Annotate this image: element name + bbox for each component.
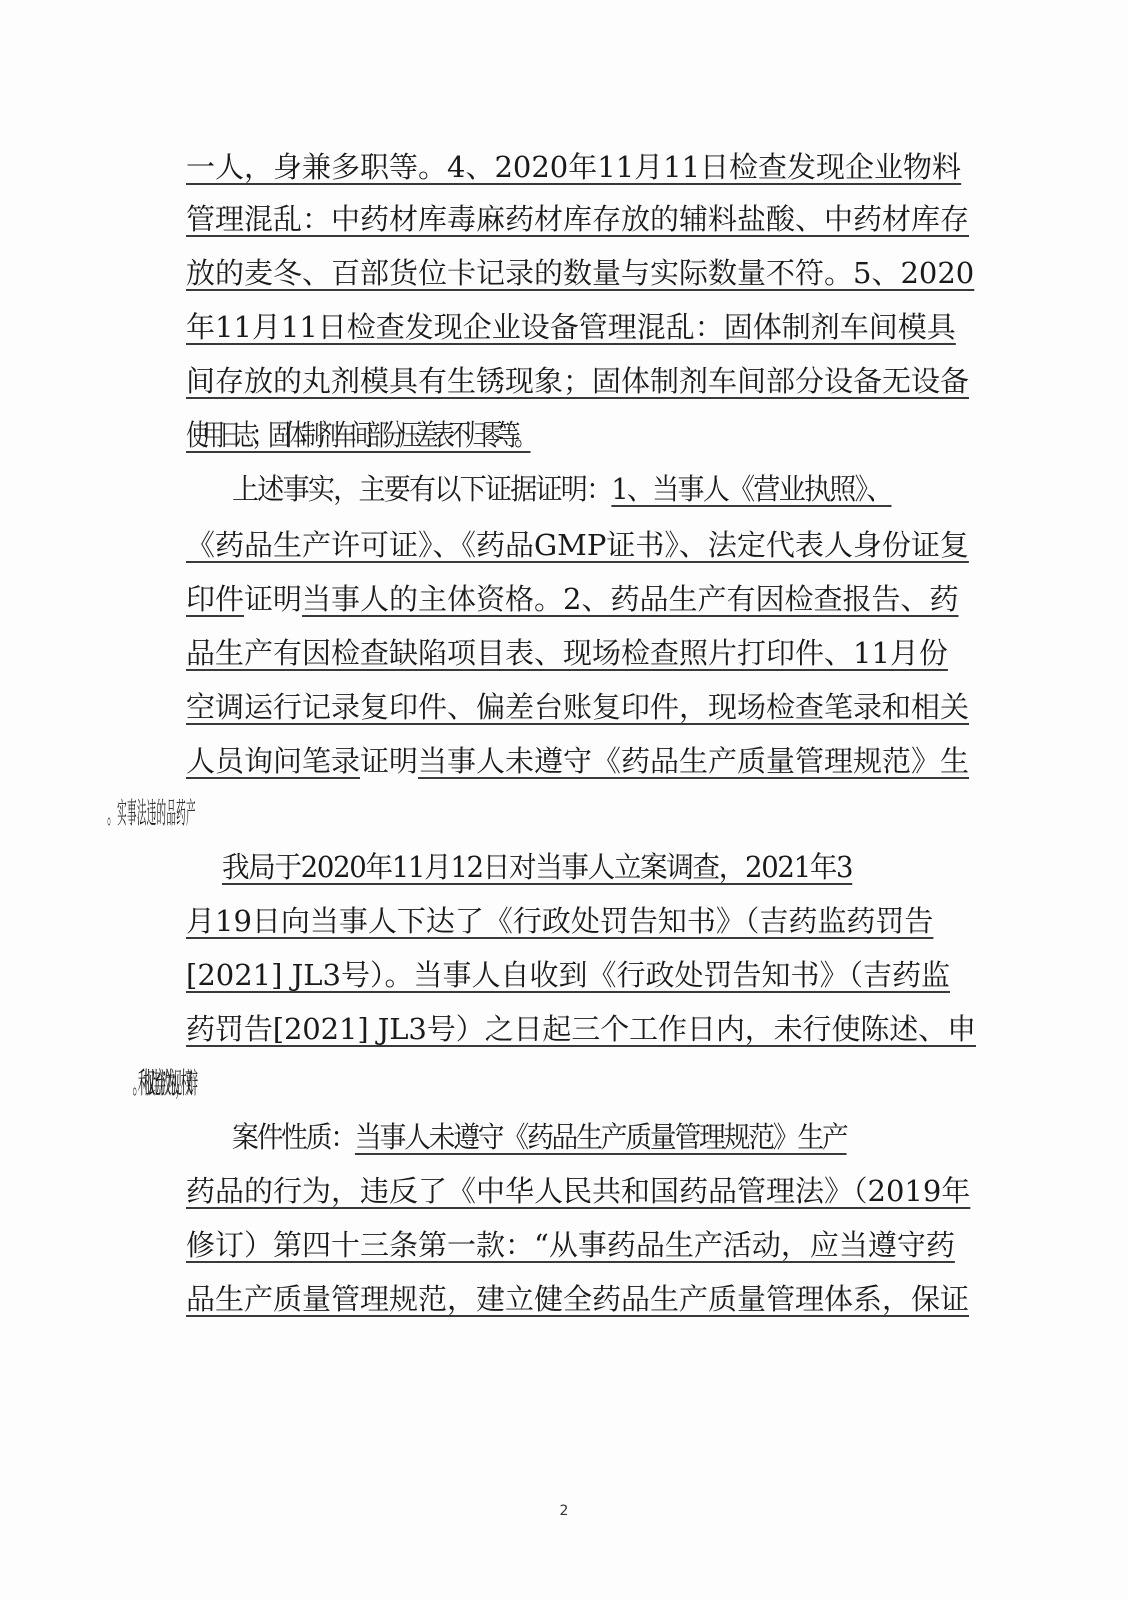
text-line — [186, 680, 976, 734]
text-segment: 案件性质： — [232, 1120, 355, 1154]
text-line — [186, 140, 976, 194]
text-line — [186, 1218, 976, 1272]
underlined-text: 一人，身兼多职等。4、2020年11月11日检查发现企业物料 — [186, 150, 962, 184]
text-line — [186, 518, 976, 572]
text-line — [186, 1002, 976, 1056]
text-line — [186, 1272, 976, 1326]
underlined-text: 管理混乱：中药材库毒麻药材库存放的辅料盐酸、中药材库存 — [186, 202, 970, 236]
text-line — [186, 246, 976, 300]
text-line — [186, 300, 976, 354]
text-segment: 上述事实，主要有以下证据证明： — [232, 472, 612, 506]
underlined-text: 放的麦冬、百部货位卡记录的数量与实际数量不符。5、2020 — [186, 256, 975, 290]
underlined-text: 《药品生产许可证》、《药品GMP证书》、法定代表人身份证复 — [186, 528, 969, 562]
underlined-text: 当事人的主体资格。2、药品生产有因检查报告、药 — [302, 582, 959, 616]
page-number: 2 — [559, 1503, 569, 1519]
text-line — [186, 572, 976, 626]
text-line — [222, 840, 972, 894]
text-line — [186, 626, 976, 680]
underlined-text: 药罚告[2021] JL3号）之日起三个工作日内，未行使陈述、申 — [186, 1012, 976, 1046]
text-segment: 证明 — [244, 582, 303, 616]
underlined-text: 当事人未遵守《药品生产质量管理规范》生 — [418, 744, 970, 778]
underlined-text: 月19日向当事人下达了《行政处罚告知书》（吉药监药罚告 — [186, 904, 934, 938]
text-line — [186, 894, 976, 948]
underlined-text: 品生产有因检查缺陷项目表、现场检查照片打印件、11月份 — [186, 636, 948, 670]
text-line — [232, 1110, 962, 1164]
text-line — [186, 948, 976, 1002]
underlined-text: 使用日志；固体制剂车间部分压差表不归零等。 — [186, 418, 531, 452]
underlined-text: [2021] JL3号）。当事人自收到《行政处罚告知书》（吉药监 — [186, 958, 950, 992]
underlined-text: 品生产质量管理规范，建立健全药品生产质量管理体系，保证 — [186, 1282, 970, 1316]
underlined-text: 印件 — [186, 582, 245, 616]
underlined-text: 修订）第四十三条第一款：“从事药品生产活动，应当遵守药 — [186, 1228, 955, 1262]
underlined-text: 当事人未遵守《药品生产质量管理规范》生产 — [354, 1120, 847, 1154]
text-line — [186, 408, 806, 462]
underlined-text: 药品的行为，违反了《中华人民共和国药品管理法》（2019年 — [186, 1174, 971, 1208]
underlined-text: 间存放的丸剂模具有生锈现象；固体制剂车间部分设备无设备 — [186, 364, 970, 398]
text-line — [186, 786, 446, 840]
text-line — [232, 462, 970, 516]
underlined-text: 年11月11日检查发现企业设备管理混乱：固体制剂车间模具 — [186, 310, 956, 344]
text-line — [186, 1056, 516, 1110]
underlined-text: 1、当事人《营业执照》、 — [611, 472, 892, 506]
text-line — [186, 734, 976, 788]
text-segment: 证明 — [360, 744, 419, 778]
underlined-text: 空调运行记录复印件、偏差台账复印件，现场检查笔录和相关 — [186, 690, 970, 724]
underlined-text: 人员询问笔录 — [186, 744, 361, 778]
underlined-text: 我局于2020年11月12日对当事人立案调查，2021年3 — [222, 850, 853, 884]
text-line — [186, 192, 976, 246]
text-line — [186, 354, 976, 408]
text-line — [186, 1164, 976, 1218]
